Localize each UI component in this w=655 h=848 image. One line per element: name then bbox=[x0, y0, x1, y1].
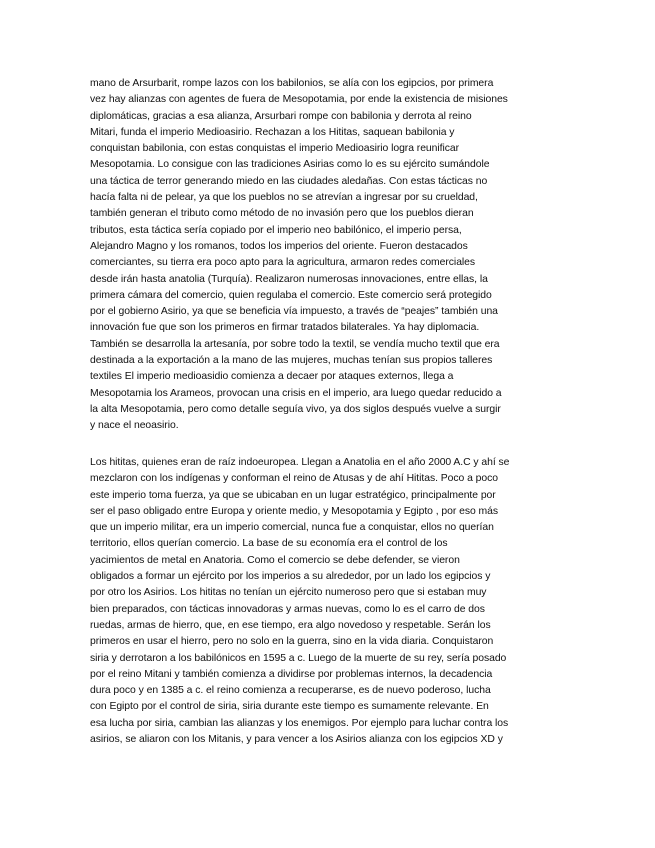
text-line: conquistan babilonia, con estas conquistas el imperio Medioasirio logra reunificar bbox=[90, 143, 460, 155]
text-line: Alejandro Magno y los romanos, todos los imperios del oriente. Fueron destacados bbox=[90, 240, 468, 252]
text-line: siria y derrotaron a los babilónicos en 1595 a c. Luego de la muerte de su rey, sería posado bbox=[90, 652, 507, 664]
text-line: Mesopotamia. Lo consigue con las tradiciones Asirias como lo es su ejército sumándole bbox=[90, 159, 490, 171]
text-line: tributos, esta táctica sería copiado por el imperio neo babilónico, el imperio persa, bbox=[90, 224, 462, 236]
text-line: destinada a la exportación a la mano de las mujeres, muchas tenían sus propios talleres bbox=[90, 355, 493, 367]
text-line: la alta Mesopotamia, pero como detalle seguía vivo, ya dos siglos después vuelve a surgir bbox=[90, 403, 501, 415]
paragraph-hititas bbox=[90, 455, 565, 748]
text-line: ruedas, armas de hierro, que, en ese tiempo, era algo novedoso y respetable. Serán los bbox=[90, 619, 491, 631]
text-line: también generan el tributo como método de no invasión pero que los pueblos dieran bbox=[90, 208, 474, 220]
text-line: Mesopotamia los Arameos, provocan una crisis en el imperio, ara luego quedar reducido a bbox=[90, 387, 502, 399]
text-line: que un imperio militar, era un imperio comercial, nunca fue a conquistar, ellos no querían bbox=[90, 522, 494, 534]
text-line: con Egipto por el control de siria, siria durante este tiempo es sumamente relevante. En bbox=[90, 701, 489, 713]
text-line: mano de Arsurbarit, rompe lazos con los babilonios, se alía con los egipcios, por primera bbox=[90, 78, 494, 89]
paragraph-asirios bbox=[90, 76, 565, 435]
text-line: ser el paso obligado entre Europa y oriente medio, y Mesopotamia y Egipto , por eso más bbox=[90, 505, 499, 517]
text-line: primera cámara del comercio, quien regulaba el comercio. Este comercio será protegido bbox=[90, 289, 492, 301]
text-line: una táctica de terror generando miedo en las ciudades aledañas. Con estas tácticas no bbox=[90, 175, 488, 187]
text-line: primeros en usar el hierro, pero no solo en la guerra, sino en la vida diaria. Conquistaron bbox=[90, 636, 494, 648]
text-line: esa lucha por siria, cambian las alianzas y los enemigos. Por ejemplo para luchar contra los bbox=[90, 717, 509, 729]
text-line: asirios, se aliaron con los Mitanis, y para vencer a los Asirios alianza con los egipcios XD y bbox=[90, 734, 503, 746]
text-line: por otro los Asirios. Los hititas no tenían un ejército numeroso pero que si estaban muy bbox=[90, 587, 487, 599]
text-line: y nace el neoasirio. bbox=[90, 420, 179, 432]
text-line: textiles El imperio medioasidio comienza a decaer por ataques externos, llega a bbox=[90, 371, 454, 383]
text-line: bien preparados, con tácticas innovadoras y armas nuevas, como lo es el carro de dos bbox=[90, 603, 485, 615]
text-line: diplomáticas, gracias a esa alianza, Arsurbari rompe con babilonia y derrota al reino bbox=[90, 110, 472, 122]
text-line: innovación fue que son los primeros en firmar tratados bilaterales. Ya hay diplomacia. bbox=[90, 322, 480, 334]
text-line: desde irán hasta anatolia (Turquía). Realizaron numerosas innovaciones, entre ellas, la bbox=[90, 273, 488, 285]
text-line: este imperio toma fuerza, ya que se ubicaban en un lugar estratégico, principalmente por bbox=[90, 489, 496, 501]
text-line: hacía falta ni de pelear, ya que los pueblos no se atrevían a ingresar por su crueldad, bbox=[90, 192, 478, 204]
text-line: comerciantes, su tierra era poco apto para la agricultura, armaron redes comerciales bbox=[90, 257, 476, 269]
text-line: Mitari, funda el imperio Medioasirio. Rechazan a los Hititas, saquean babilonia y bbox=[90, 126, 455, 138]
text-line: mezclaron con los indígenas y conforman el reino de Atusas y de ahí Hititas. Poco a poco bbox=[90, 473, 498, 485]
text-line: Los hititas, quienes eran de raíz indoeuropea. Llegan a Anatolia en el año 2000 A.C y ahí se bbox=[90, 457, 510, 468]
text-line: dura poco y en 1385 a c. el reino comienza a recuperarse, es de nuevo poderoso, lucha bbox=[90, 685, 491, 697]
text-line: obligados a formar un ejército por los imperios a su alrededor, por un lado los egipcios y bbox=[90, 571, 491, 583]
text-line: territorio, ellos querían comercio. La base de su economía era el control de los bbox=[90, 538, 448, 550]
text-line: yacimientos de metal en Anatoria. Como el comercio se debe defender, se vieron bbox=[90, 554, 460, 566]
text-line: vez hay alianzas con agentes de fuera de Mesopotamia, por ende la existencia de misiones bbox=[90, 94, 508, 106]
text-line: También se desarrolla la artesanía, por sobre todo la textil, se vendía mucho textil que era bbox=[90, 338, 500, 350]
text-line: por el gobierno Asirio, ya que se beneficia vía impuesto, a través de “peajes” también una bbox=[90, 306, 498, 318]
text-line: por el reino Mitani y también comienza a dividirse por problemas internos, la decadencia bbox=[90, 668, 493, 680]
